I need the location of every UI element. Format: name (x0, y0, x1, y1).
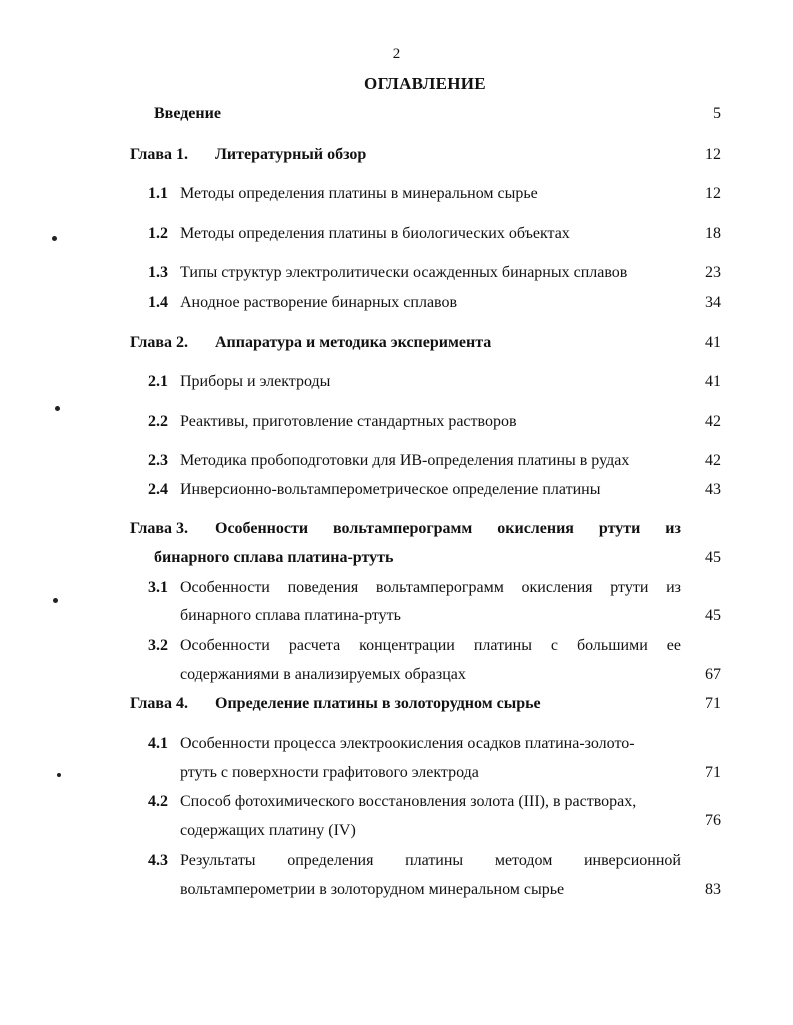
toc-section-page: 67 (705, 666, 721, 683)
toc-section-number: 1.3 (148, 264, 168, 281)
toc-section-number: 2.2 (148, 413, 168, 430)
toc-section-number: 2.1 (148, 373, 168, 390)
toc-word: Результаты (180, 852, 256, 869)
toc-section-page: 76 (705, 812, 721, 829)
toc-section-number: 2.3 (148, 452, 168, 469)
toc-chapter-3-page: 45 (705, 549, 721, 566)
toc-section-number: 4.1 (148, 735, 168, 752)
toc-section-page: 42 (705, 413, 721, 430)
toc-word: большими (577, 637, 648, 654)
toc-section-text: Методы определения платины в минеральном сырье (180, 185, 538, 202)
toc-section-number: 1.2 (148, 225, 168, 242)
toc-chapter-3-title-line2: бинарного сплава платина-ртуть (154, 549, 394, 566)
toc-chapter-2-title: Аппаратура и методика эксперимента (215, 334, 492, 351)
toc-section-text: Анодное растворение бинарных сплавов (180, 294, 458, 311)
toc-word: концентрации (359, 637, 455, 654)
toc-chapter-4-title: Определение платины в золоторудном сырье (215, 695, 541, 712)
toc-word: окисления (521, 579, 593, 596)
toc-section-page: 42 (705, 452, 721, 469)
toc-section-text-line2: ртуть с поверхности графитового электрода (180, 764, 479, 781)
toc-word: Особенности (215, 520, 309, 537)
toc-intro-page: 5 (713, 105, 721, 122)
toc-word: вольтамперограмм (375, 579, 504, 596)
toc-section-page: 71 (705, 764, 721, 781)
toc-word: вольтамперограмм (333, 520, 473, 537)
page-number: 2 (392, 46, 401, 62)
toc-word: платины (473, 637, 532, 654)
toc-section-text-line2: бинарного сплава платина-ртуть (180, 607, 401, 624)
toc-section-text: Методы определения платины в биологических объектах (180, 225, 570, 242)
toc-intro: Введение (154, 105, 221, 122)
scan-dot (53, 598, 58, 603)
toc-word: поведения (287, 579, 359, 596)
toc-chapter-1-title: Литературный обзор (215, 146, 367, 163)
toc-chapter-1-page: 12 (705, 146, 721, 163)
toc-word: платины (405, 852, 464, 869)
toc-section-text: Инверсионно-вольтамперометрическое определение платины (180, 481, 601, 498)
toc-word: инверсионной (583, 852, 681, 869)
toc-section-number: 2.4 (148, 481, 168, 498)
toc-section-number: 4.3 (148, 852, 168, 869)
toc-word: методом (494, 852, 553, 869)
toc-section-text: Типы структур электролитически осажденных бинарных сплавов (180, 264, 628, 281)
toc-word: из (665, 520, 681, 537)
toc-section-page: 34 (705, 294, 721, 311)
toc-section-page: 43 (705, 481, 721, 498)
toc-section-text-line2: вольтамперометрии в золоторудном минеральном сырье (180, 881, 565, 898)
toc-word: Особенности (180, 637, 270, 654)
scan-dot (57, 773, 61, 777)
toc-section-text-line1 (180, 578, 681, 598)
toc-section-text-line1: Особенности процесса электроокисления осадков платина-золото- (180, 735, 635, 752)
toc-section-number: 4.2 (148, 793, 168, 810)
toc-chapter-3-title-line1 (215, 519, 681, 539)
toc-word: ртути (598, 520, 641, 537)
toc-section-page: 12 (705, 185, 721, 202)
toc-section-text: Приборы и электроды (180, 373, 331, 390)
toc-section-number: 3.1 (148, 579, 168, 596)
toc-chapter-2-label: Глава 2. (130, 334, 188, 351)
toc-section-number: 1.1 (148, 185, 168, 202)
toc-section-text-line2: содержащих платину (IV) (180, 822, 356, 839)
toc-section-page: 18 (705, 225, 721, 242)
scan-dot (52, 236, 57, 241)
toc-word: ее (666, 637, 681, 654)
toc-word: с (550, 637, 559, 654)
toc-section-text-line1 (180, 636, 681, 656)
scan-dot (55, 406, 60, 411)
toc-chapter-1-label: Глава 1. (130, 146, 188, 163)
toc-section-number: 1.4 (148, 294, 168, 311)
toc-chapter-2-page: 41 (705, 334, 721, 351)
toc-section-text-line1: Способ фотохимического восстановления золота (III), в растворах, (180, 793, 637, 810)
toc-chapter-4-label: Глава 4. (130, 695, 188, 712)
toc-word: окисления (497, 520, 574, 537)
toc-title: ОГЛАВЛЕНИЕ (364, 74, 486, 93)
toc-section-text: Реактивы, приготовление стандартных растворов (180, 413, 517, 430)
toc-word: ртути (610, 579, 649, 596)
toc-word: определения (287, 852, 374, 869)
toc-section-text-line2: содержаниями в анализируемых образцах (180, 666, 466, 683)
toc-chapter-3-label: Глава 3. (130, 520, 188, 537)
toc-section-text-line1 (180, 851, 681, 871)
toc-section-page: 83 (705, 881, 721, 898)
toc-word: Особенности (180, 579, 270, 596)
toc-section-page: 45 (705, 607, 721, 624)
toc-section-page: 41 (705, 373, 721, 390)
toc-word: расчета (288, 637, 341, 654)
toc-section-page: 23 (705, 264, 721, 281)
toc-section-number: 3.2 (148, 637, 168, 654)
toc-chapter-4-page: 71 (705, 695, 721, 712)
toc-section-text: Методика пробоподготовки для ИВ-определения платины в рудах (180, 452, 630, 469)
toc-word: из (666, 579, 681, 596)
